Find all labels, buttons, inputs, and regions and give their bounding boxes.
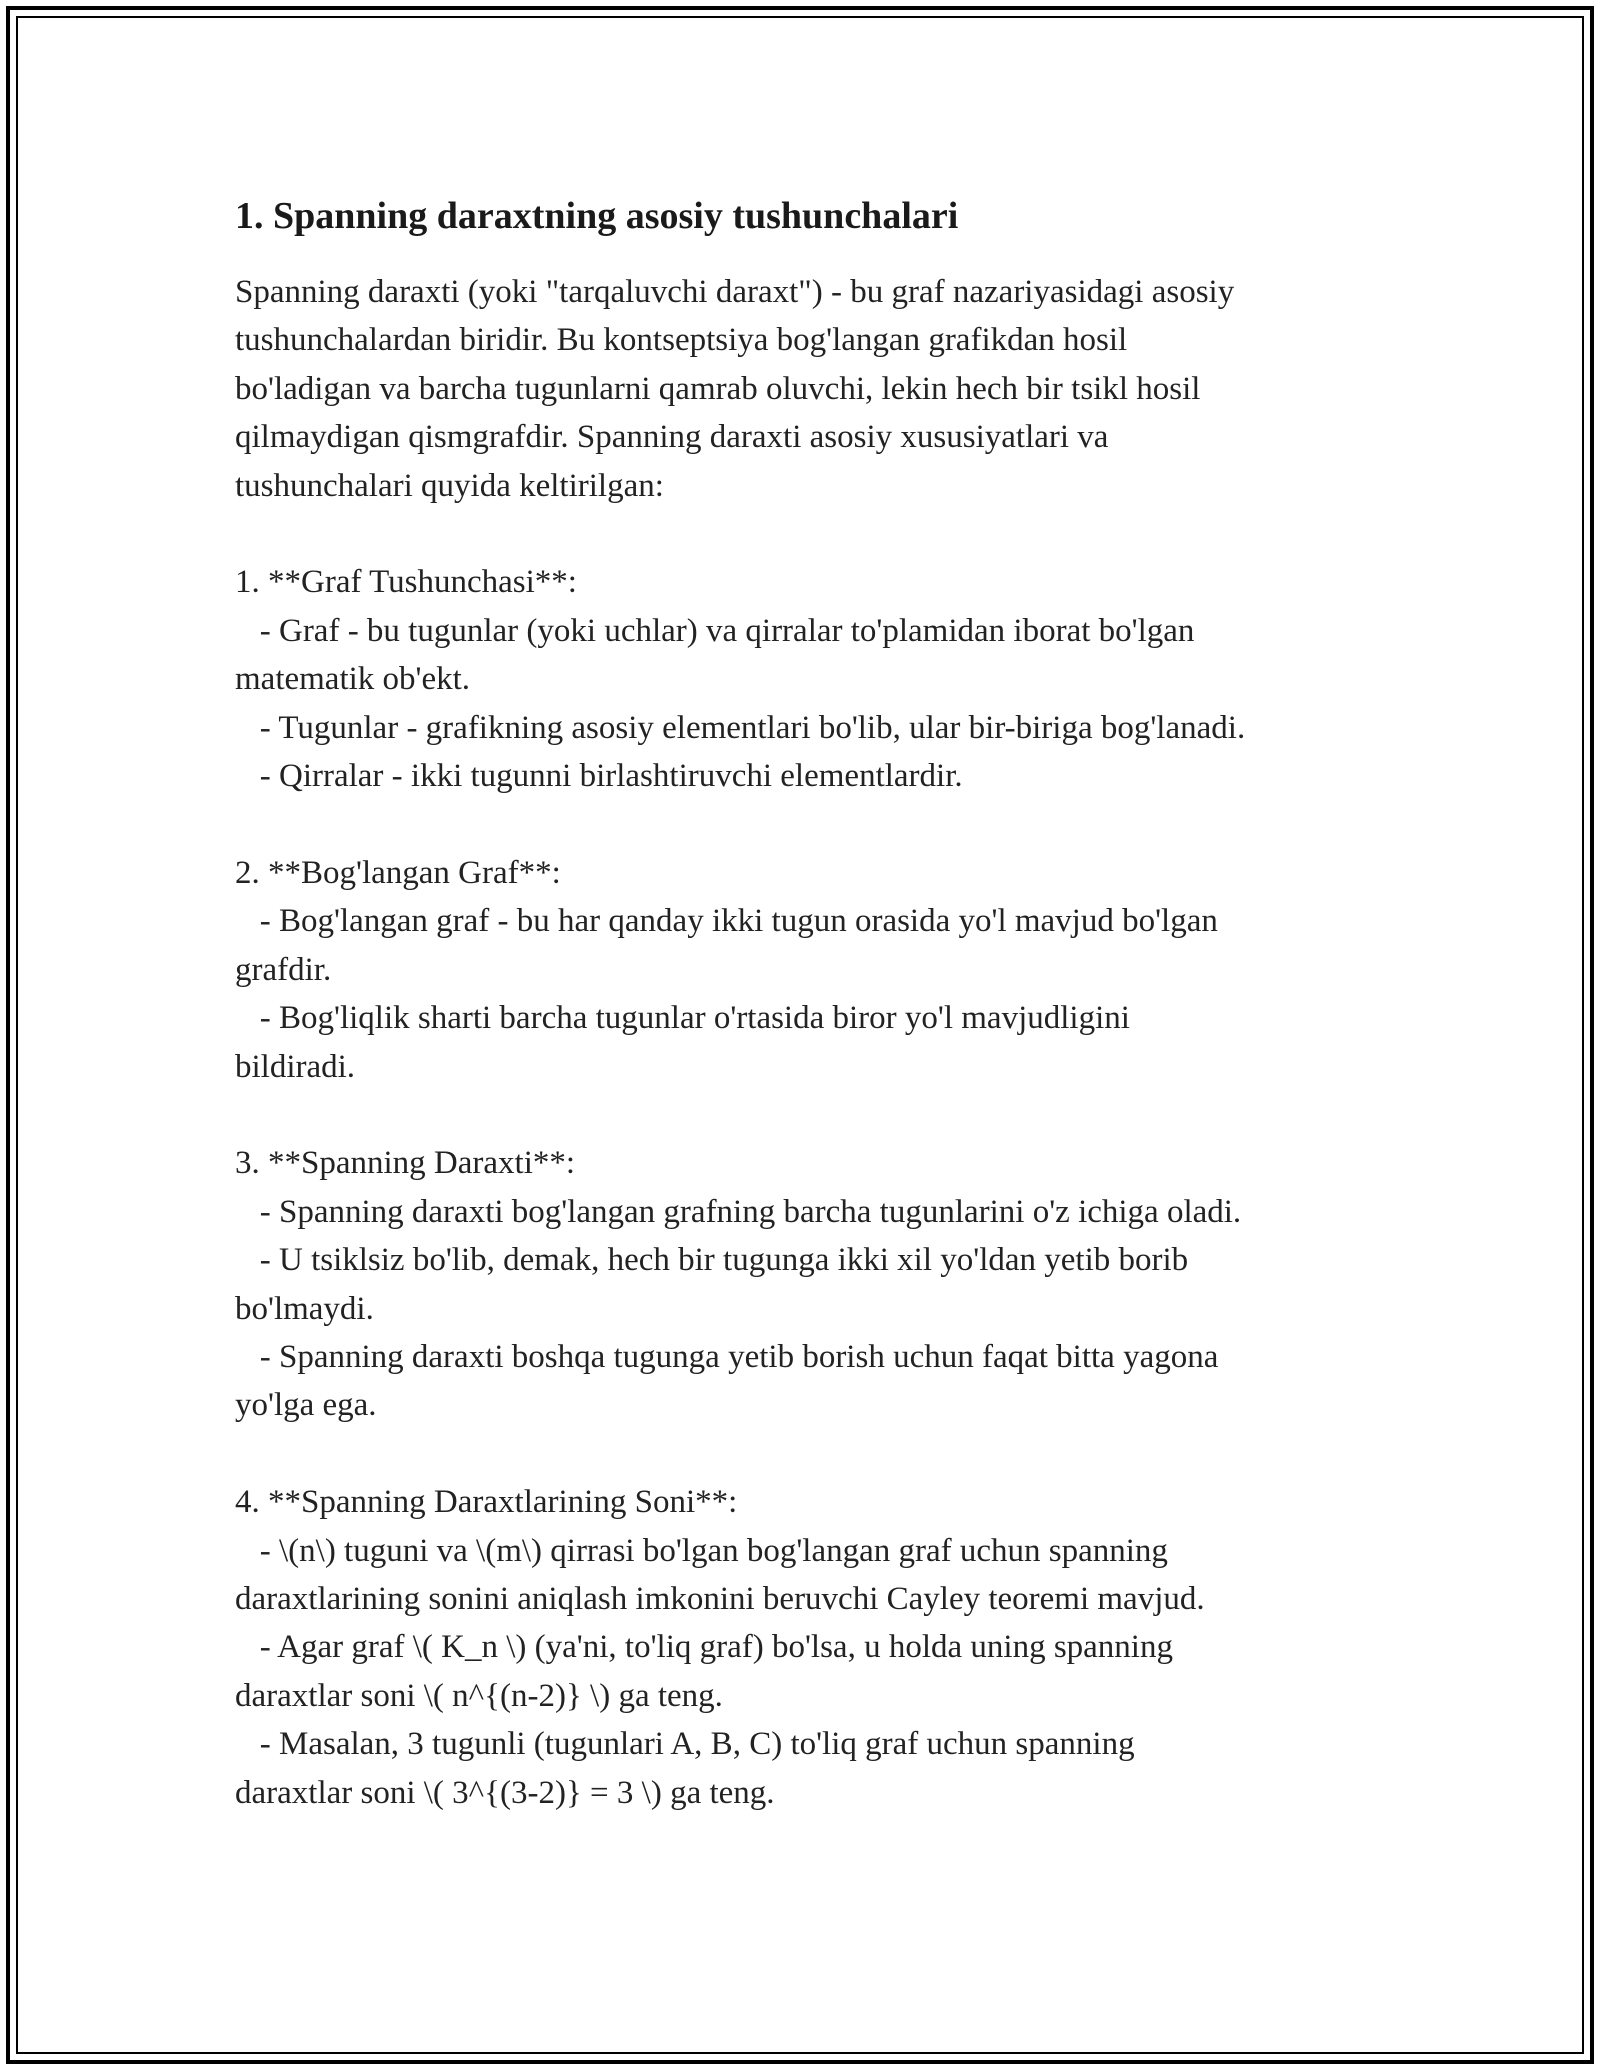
document-body: Spanning daraxti (yoki "tarqaluvchi daraxt") - bu graf nazariyasidagi asosiy tushunchalardan biridir. Bu kontseptsiya bog'langan grafikdan hosil bo'ladigan va barcha tugunlarni qamrab oluvchi, lekin hech bir tsikl hosil qilmaydigan qismgrafdir. Spanning daraxti asosiy xususiyatlari va tushunchalari quyida keltirilgan: 1. **Graf Tushunchasi**: - Graf - bu tugunlar (yoki uchlar) va qirralar to'plamidan iborat bo'lgan matematik ob'ekt. - Tugunlar - grafikning asosiy elementlari bo'lib, ular bir-biriga bog'lanadi. - Qirralar - ikki tugunni birlashtiruvchi elementlardir. 2. **Bog'langan Graf**: - Bog'langan graf - bu har qanday ikki tugun orasida yo'l mavjud bo'lgan grafdir. - Bog'liqlik sharti barcha tugunlar o'rtasida biror yo'l mavjudligini bildiradi. 3. **Spanning Daraxti**: - Spanning daraxti bog'langan grafning barcha tugunlarini o'z ichiga oladi. - U tsiklsiz bo'lib, demak, hech bir tugunga ikki xil yo'ldan yetib borib bo'lmaydi. - Spanning daraxti boshqa tugunga yetib borish uchun faqat bitta yagona yo'lga ega. 4. **Spanning Daraxtlarining Soni**: - \(n\) tuguni va \(m\) qirrasi bo'lgan bog'langan graf uchun spanning daraxtlarining sonini aniqlash imkonini beruvchi Cayley teoremi mavjud. - Agar graf \( K_n \) (ya'ni, to'liq graf) bo'lsa, u holda uning spanning daraxtlar soni \( n^{(n-2)} \) ga teng. - Masalan, 3 tugunli (tugunlari A, B, C) to'liq graf uchun spanning daraxtlar soni \( 3^{(3-2)} = 3 \) ga teng. [235, 274, 1246, 1811]
document-content [235, 186, 1385, 1817]
document-title: 1. Spanning daraxtning asosiy tushunchalari [235, 195, 959, 237]
